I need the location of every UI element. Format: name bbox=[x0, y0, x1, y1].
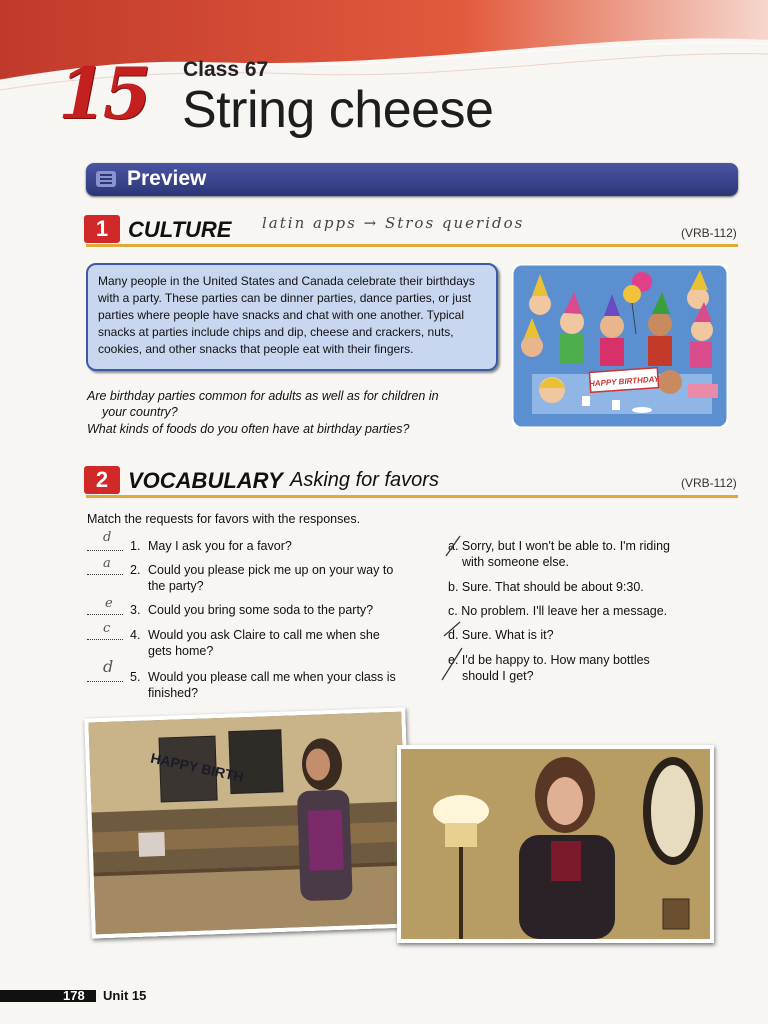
answer-blank[interactable] bbox=[87, 614, 123, 615]
request-text: May I ask you for a favor? bbox=[148, 539, 292, 553]
culture-info-box bbox=[86, 263, 498, 371]
response-e: e. I'd be happy to. How many bottles bbox=[448, 653, 650, 667]
culture-question-2: What kinds of foods do you often have at birthday parties? bbox=[87, 422, 410, 436]
vocabulary-title: VOCABULARY bbox=[128, 468, 283, 493]
culture-rule bbox=[86, 244, 738, 247]
video-still-kitchen bbox=[84, 707, 412, 938]
request-number: 2. bbox=[130, 563, 141, 577]
culture-question-1: Are birthday parties common for adults as well as for children in bbox=[87, 389, 439, 403]
request-number: 4. bbox=[130, 628, 141, 642]
illustration-banner-text: HAPPY BIRTHDAY bbox=[588, 374, 660, 389]
page-number: 178 bbox=[63, 988, 85, 1003]
request-text-cont: the party? bbox=[148, 579, 204, 593]
request-number: 1. bbox=[130, 539, 141, 553]
vocabulary-rule bbox=[86, 495, 738, 498]
unit-number: 15 bbox=[58, 52, 148, 135]
video-still-woman bbox=[397, 745, 714, 943]
response-a-cont: with someone else. bbox=[462, 555, 570, 569]
culture-section-number: 1 bbox=[84, 215, 120, 243]
vocabulary-reference: (VRB-112) bbox=[681, 476, 737, 490]
answer-blank[interactable] bbox=[87, 681, 123, 682]
handwritten-answer: c bbox=[103, 621, 111, 636]
vocabulary-instruction: Match the requests for favors with the responses. bbox=[87, 512, 361, 526]
handwritten-note: latin apps → Stros queridos bbox=[262, 214, 525, 232]
vocabulary-subtitle: Asking for favors bbox=[290, 469, 439, 491]
list-icon bbox=[96, 171, 116, 187]
culture-question-1-cont: your country? bbox=[102, 405, 178, 419]
culture-body-text: Many people in the United States and Canada celebrate their birthdays with a party. These parties can be dinner parties, dance parties, or just parties where people have snacks and chat with one another. Typical snacks at parties include chips and dip, cheese and crackers, nuts, cookies, and other snacks that people eat with their fingers. bbox=[98, 274, 475, 356]
request-number: 5. bbox=[130, 670, 141, 684]
response-d: d. Sure. What is it? bbox=[448, 628, 554, 642]
response-e-cont: should I get? bbox=[462, 669, 534, 683]
preview-label: Preview bbox=[127, 167, 207, 190]
request-text: Would you ask Claire to call me when she bbox=[148, 628, 380, 642]
request-number: 3. bbox=[130, 603, 141, 617]
answer-blank[interactable] bbox=[87, 574, 123, 575]
culture-reference: (VRB-112) bbox=[681, 226, 737, 240]
answer-blank[interactable] bbox=[87, 639, 123, 640]
handwritten-answer: e bbox=[105, 596, 113, 611]
request-text-cont: gets home? bbox=[148, 644, 214, 658]
preview-bar bbox=[86, 163, 738, 196]
lesson-title: String cheese bbox=[182, 81, 494, 139]
handwritten-answer: d bbox=[103, 657, 114, 676]
culture-title: CULTURE bbox=[128, 217, 232, 242]
birthday-party-illustration bbox=[512, 264, 728, 428]
response-a: a. Sorry, but I won't be able to. I'm riding bbox=[448, 539, 671, 553]
class-label: Class 67 bbox=[183, 58, 269, 81]
photo-banner-text: HAPPY BIRTH bbox=[149, 749, 246, 786]
response-b: b. Sure. That should be about 9:30. bbox=[448, 580, 644, 594]
request-text: Would you please call me when your class is bbox=[148, 670, 396, 684]
answer-blank[interactable] bbox=[87, 550, 123, 551]
response-c: c. No problem. I'll leave her a message. bbox=[448, 604, 668, 618]
request-text: Could you please pick me up on your way to bbox=[148, 563, 394, 577]
request-text-cont: finished? bbox=[148, 686, 199, 700]
vocabulary-section-number: 2 bbox=[84, 466, 120, 494]
footer-unit-label: Unit 15 bbox=[103, 988, 147, 1003]
handwritten-answer: d bbox=[103, 530, 112, 545]
handwritten-check-marks bbox=[440, 534, 470, 684]
request-text: Could you bring some soda to the party? bbox=[148, 603, 374, 617]
handwritten-answer: a bbox=[103, 556, 111, 571]
